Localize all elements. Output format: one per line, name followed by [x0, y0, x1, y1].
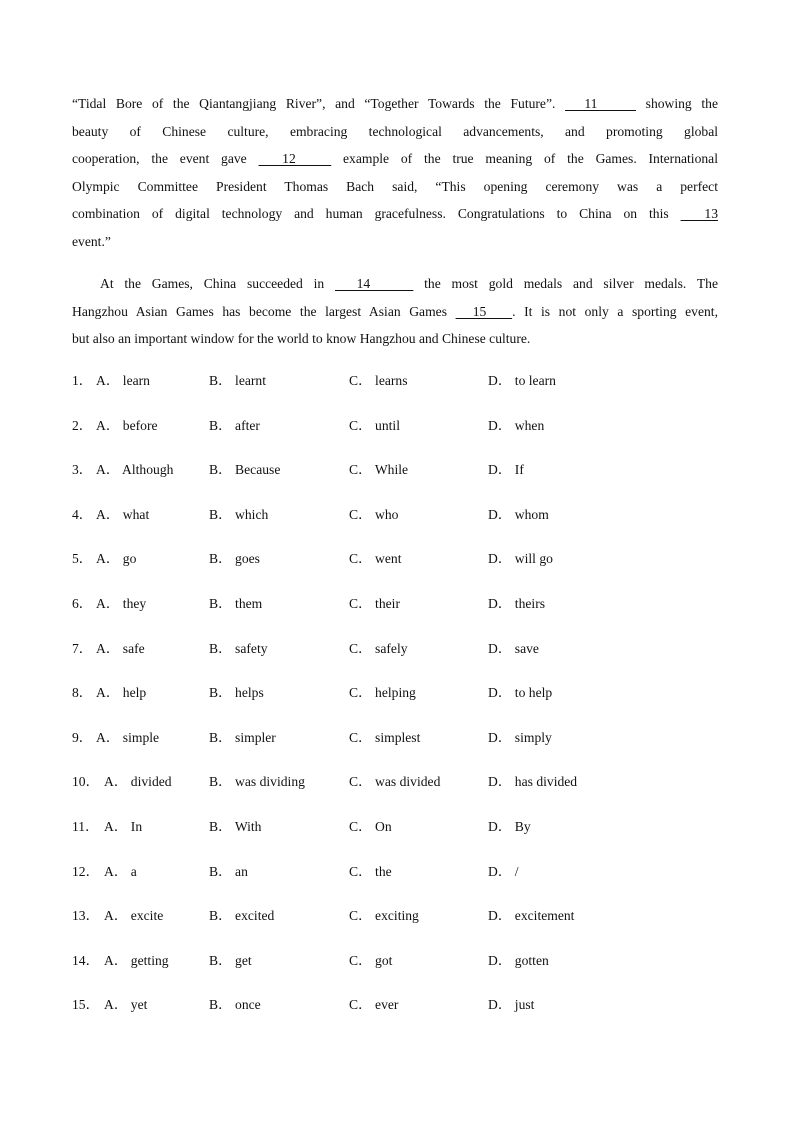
- passage-line: combination of digital technology and human gracefulness. Congratulations to China on this 13: [72, 206, 718, 222]
- option-a: A． they: [96, 595, 147, 611]
- question-row-6: [72, 591, 718, 636]
- option-a: A． In: [104, 818, 143, 834]
- passage-line: beauty of Chinese culture, embracing technological advancements, and promoting global: [72, 123, 718, 139]
- option-a: A． yet: [104, 997, 148, 1013]
- option-a: A． before: [96, 417, 158, 433]
- option-b: B． goes: [209, 551, 260, 567]
- option-c: C． safely: [349, 640, 408, 656]
- option-d: D． theirs: [488, 595, 546, 611]
- question-number: 11．: [72, 818, 99, 834]
- option-b: B． them: [209, 595, 263, 611]
- option-d: D． has divided: [488, 774, 578, 790]
- passage-paragraph-2: [72, 270, 718, 353]
- option-b: B． With: [209, 818, 262, 834]
- question-row-9: [72, 725, 718, 770]
- passage-line: but also an important window for the world to know Hangzhou and Chinese culture.: [72, 331, 531, 347]
- option-b: B． helps: [209, 685, 264, 701]
- option-c: C． ever: [349, 997, 399, 1013]
- option-c: C． who: [349, 506, 399, 522]
- option-c: C． simplest: [349, 729, 421, 745]
- option-b: B． simpler: [209, 729, 276, 745]
- question-row-7: [72, 636, 718, 681]
- question-number: 12．: [72, 863, 100, 879]
- option-c: C． got: [349, 952, 393, 968]
- question-number: 5．: [72, 551, 93, 567]
- question-row-12: [72, 859, 718, 904]
- option-c: C． the: [349, 863, 392, 879]
- question-options-list: [72, 368, 718, 1037]
- option-b: B． learnt: [209, 373, 267, 388]
- option-a: A． go: [96, 551, 137, 567]
- question-number: 15．: [72, 997, 100, 1013]
- option-d: D． when: [488, 417, 545, 433]
- option-b: B． excited: [209, 908, 275, 924]
- option-c: C． exciting: [349, 908, 419, 924]
- option-d: D． whom: [488, 506, 549, 522]
- option-a: A． excite: [104, 908, 164, 924]
- option-a: A． Although: [96, 462, 174, 478]
- passage-line: cooperation, the event gave 12 example of the true meaning of the Games. International: [72, 151, 718, 167]
- question-number: 8．: [72, 685, 93, 701]
- option-b: B． get: [209, 952, 252, 968]
- option-a: A． simple: [96, 729, 160, 745]
- option-d: D． excitement: [488, 908, 575, 924]
- answer-blank-14: 14: [334, 276, 414, 291]
- option-d: D． to help: [488, 685, 553, 701]
- passage-line: Olympic Committee President Thomas Bach said, “This opening ceremony was a perfect: [72, 178, 718, 194]
- option-a: A． divided: [104, 774, 172, 790]
- question-row-3: [72, 457, 718, 502]
- question-number: 10．: [72, 774, 100, 790]
- passage-line: Hangzhou Asian Games has become the largest Asian Games 15 . It is not only a sporting event,: [72, 303, 718, 319]
- question-number: 2．: [72, 417, 93, 433]
- question-number: 1．: [72, 373, 93, 388]
- option-c: C． was divided: [349, 774, 441, 790]
- option-b: B． after: [209, 417, 260, 433]
- option-b: B． which: [209, 506, 269, 522]
- option-c: C． their: [349, 595, 400, 611]
- option-a: A． a: [104, 863, 137, 879]
- option-b: B． Because: [209, 462, 281, 478]
- option-b: B． an: [209, 863, 248, 879]
- option-d: D． /: [488, 863, 519, 879]
- option-c: C． learns: [349, 373, 408, 388]
- passage-line: event.”: [72, 233, 111, 249]
- option-c: C． While: [349, 462, 409, 478]
- option-d: D． save: [488, 640, 539, 656]
- option-c: C． On: [349, 818, 392, 834]
- question-row-11: [72, 814, 718, 859]
- option-a: A． safe: [96, 640, 145, 656]
- question-row-14: [72, 948, 718, 993]
- question-row-4: [72, 502, 718, 547]
- option-a: A． help: [96, 685, 147, 701]
- question-number: 14．: [72, 952, 100, 968]
- question-number: 13．: [72, 908, 100, 924]
- option-a: A． getting: [104, 952, 169, 968]
- option-d: D． If: [488, 462, 524, 478]
- answer-blank-13: 13: [680, 206, 718, 222]
- option-b: B． was dividing: [209, 774, 305, 790]
- option-c: C． until: [349, 417, 400, 433]
- option-d: D． gotten: [488, 952, 549, 968]
- question-number: 3．: [72, 462, 93, 478]
- option-a: A． what: [96, 506, 150, 522]
- question-row-8: [72, 680, 718, 725]
- option-a: A． learn: [96, 373, 150, 388]
- option-b: B． once: [209, 997, 261, 1013]
- question-row-1: [72, 368, 718, 413]
- passage-line: “Tidal Bore of the Qiantangjiang River”, and “Together Towards the Future”. 11 showing the: [72, 96, 718, 111]
- option-d: D． By: [488, 818, 531, 834]
- question-row-2: [72, 413, 718, 458]
- option-c: C． helping: [349, 685, 416, 701]
- passage-line: At the Games, China succeeded in 14 the most gold medals and silver medals. The: [100, 276, 718, 291]
- passage-paragraph-1: [72, 90, 718, 256]
- question-row-15: [72, 992, 718, 1037]
- answer-blank-15: 15: [455, 303, 513, 319]
- option-d: D． will go: [488, 551, 553, 567]
- option-c: C． went: [349, 551, 402, 567]
- question-row-5: [72, 546, 718, 591]
- answer-blank-12: 12: [258, 151, 332, 167]
- option-d: D． to learn: [488, 373, 556, 388]
- answer-blank-11: 11: [565, 96, 637, 111]
- question-number: 4．: [72, 506, 93, 522]
- option-d: D． just: [488, 997, 535, 1013]
- option-d: D． simply: [488, 729, 552, 745]
- question-row-10: [72, 769, 718, 814]
- question-number: 9．: [72, 729, 93, 745]
- question-row-13: [72, 903, 718, 948]
- question-number: 6．: [72, 595, 93, 611]
- option-b: B． safety: [209, 640, 268, 656]
- question-number: 7．: [72, 640, 93, 656]
